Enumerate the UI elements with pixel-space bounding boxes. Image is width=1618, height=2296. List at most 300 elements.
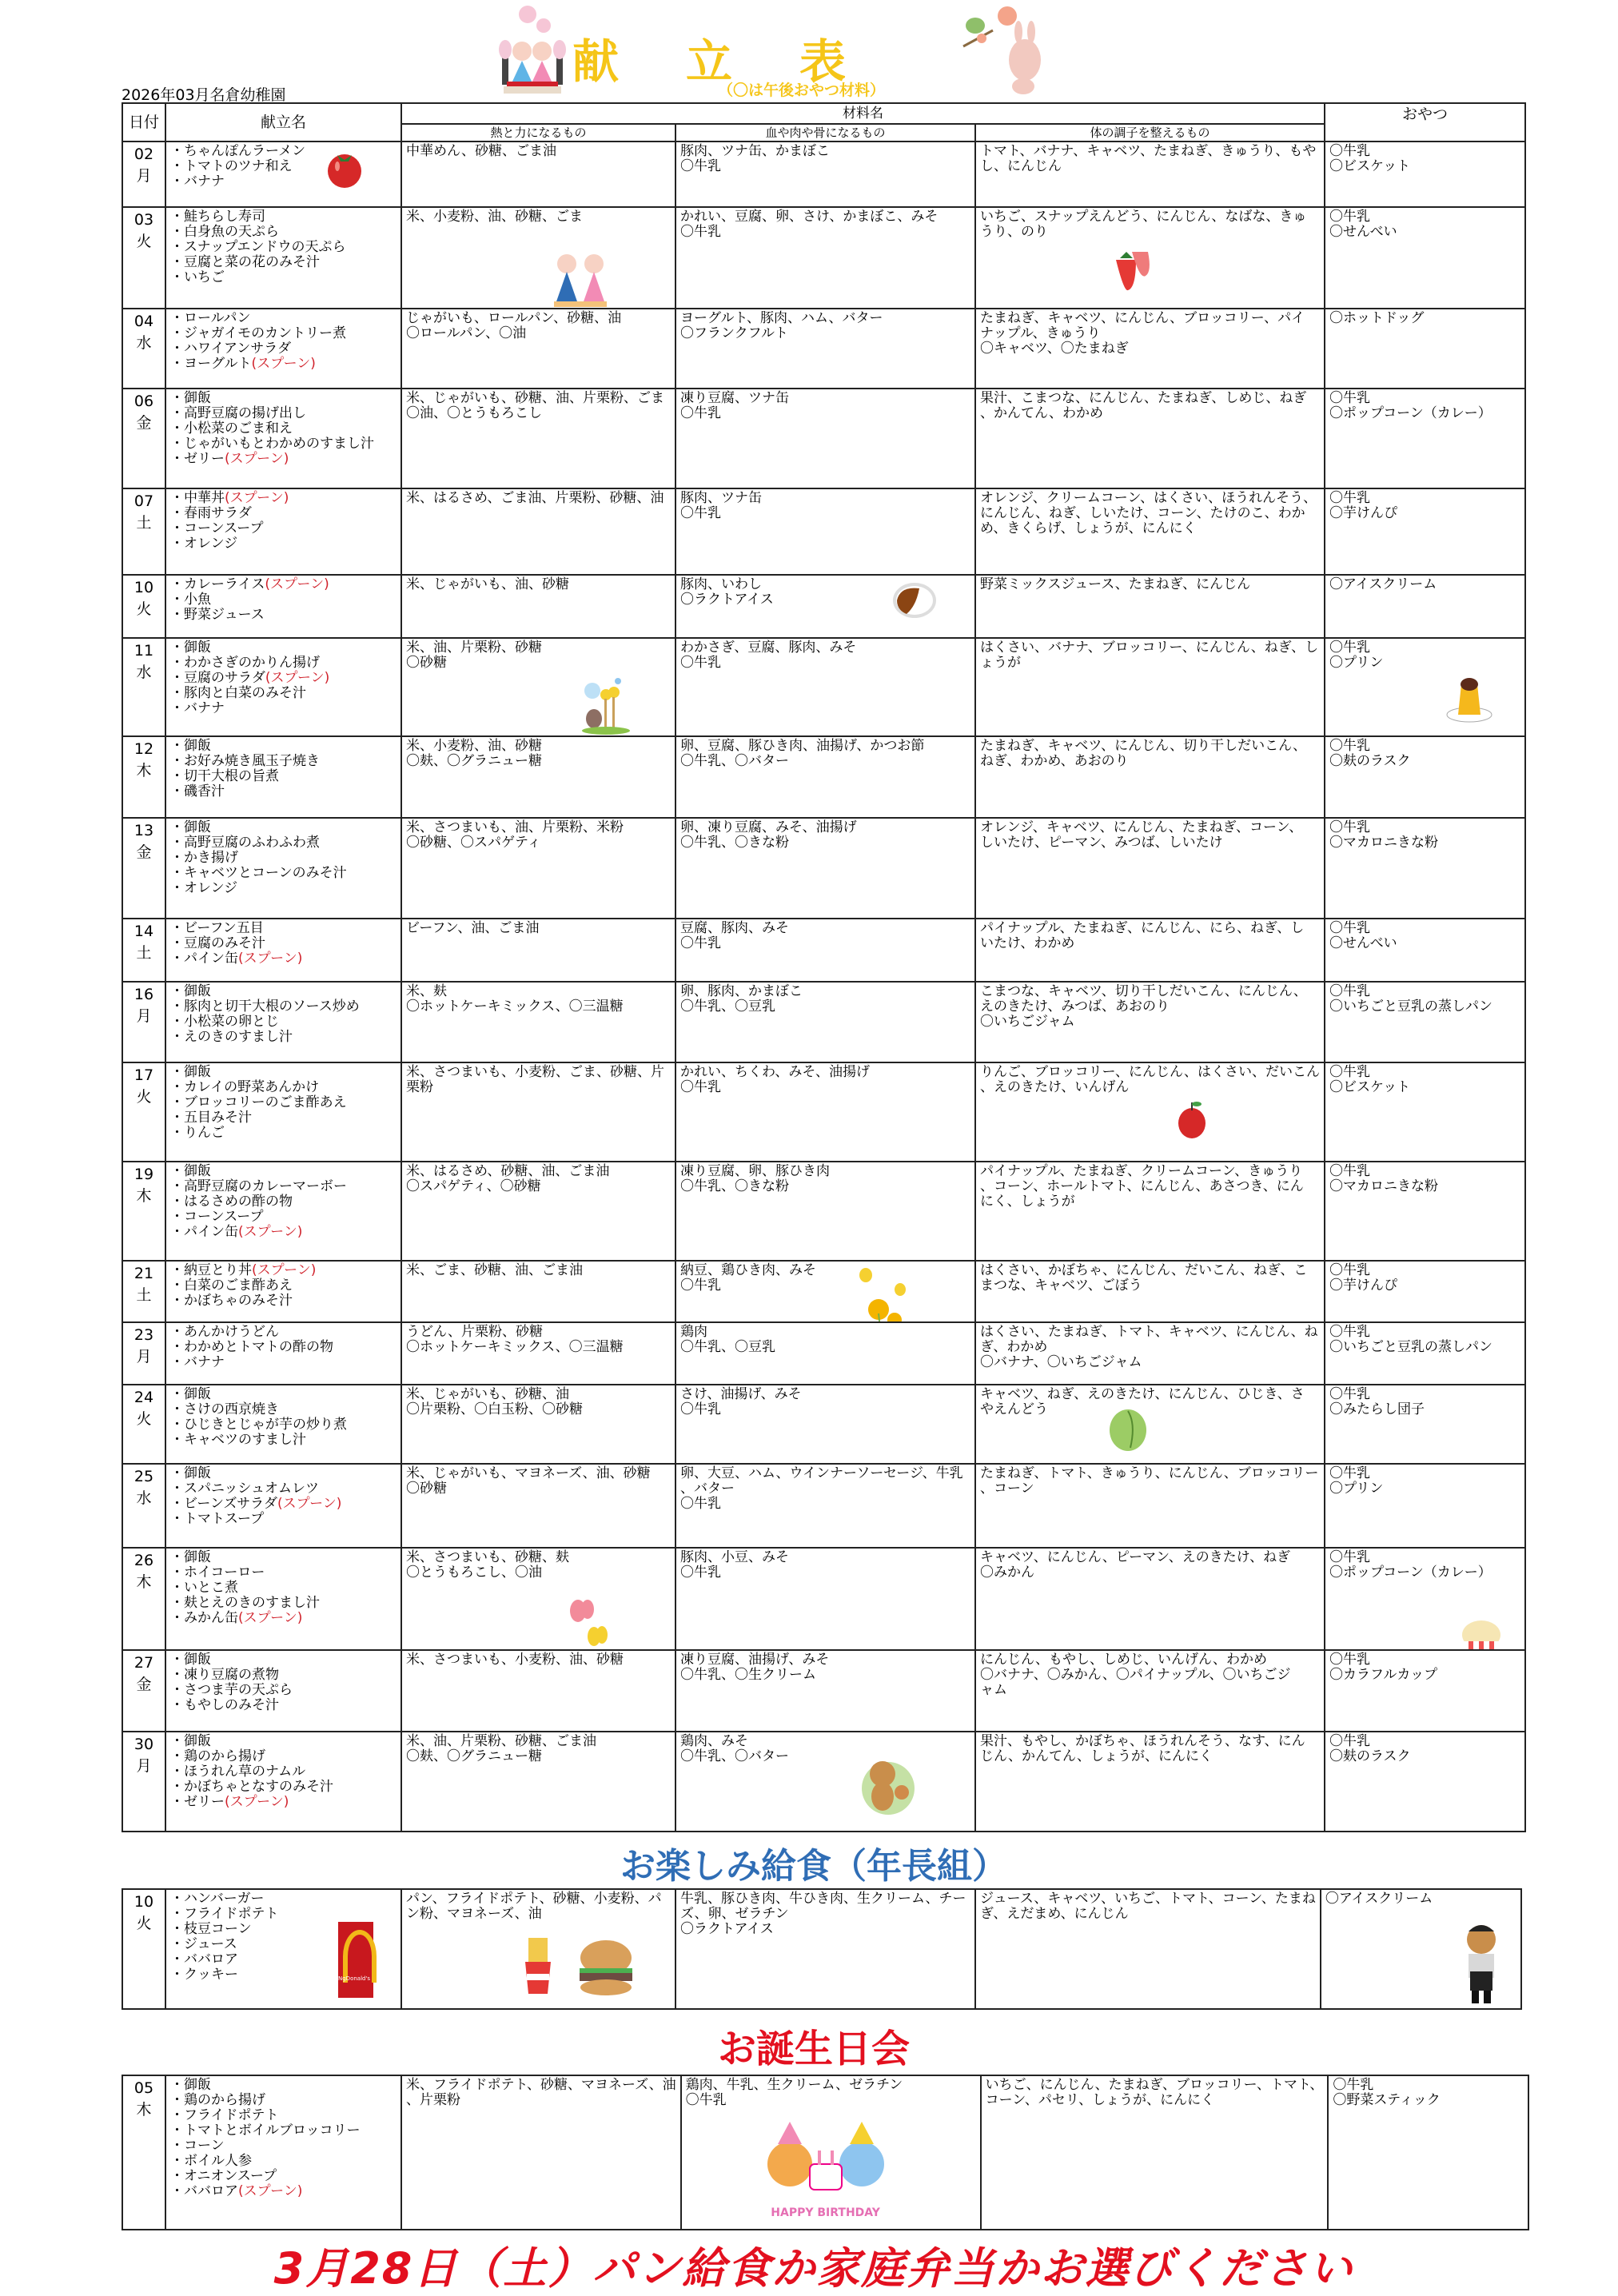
snack-cell	[1325, 1261, 1525, 1322]
table-row	[122, 982, 1525, 1062]
text-line: 米、さつまいも、油、片栗粉、米粉	[406, 819, 624, 835]
energy-cell	[401, 309, 675, 389]
table-row	[122, 919, 1525, 982]
birthday-table	[122, 2075, 1529, 2230]
text-line: 〇バナナ、〇みかん、〇パイナップル、〇いちごジ	[980, 1667, 1291, 1683]
menu-item: ・ひじきとじゃが芋の炒り煮	[170, 1417, 347, 1433]
menu-item: ・豆腐のみそ汁	[170, 935, 265, 951]
menu-item: ・御飯	[170, 738, 211, 754]
table-row	[122, 1322, 1525, 1385]
text-line: はくさい、かぼちゃ、にんじん、だいこん、ねぎ、こ	[980, 1262, 1308, 1278]
snack-cell	[1325, 389, 1525, 488]
snack-cell	[1325, 1732, 1525, 1832]
snack-cell	[1325, 638, 1525, 736]
snack-cell	[1325, 982, 1525, 1062]
menu-item: ・さつま芋の天ぷら	[170, 1682, 293, 1698]
table-row	[122, 1650, 1525, 1732]
body-cell	[675, 1261, 975, 1322]
text-line: 豚肉、小豆、みそ	[680, 1549, 789, 1565]
text-line: 月	[136, 1757, 152, 1775]
text-line: 06	[134, 393, 154, 410]
spoon-note: (スプーン)	[238, 1224, 303, 1240]
energy-cell	[401, 389, 675, 488]
text-line: いちご、スナップえんどう、にんじん、なばな、きゅ	[980, 209, 1307, 225]
condition-cell	[975, 1062, 1325, 1162]
text-line: 米、さつまいも、小麦粉、ごま、砂糖、片	[406, 1064, 664, 1080]
text-line: 土	[136, 514, 152, 532]
text-line: 〇バナナ、〇いちごジャム	[980, 1354, 1142, 1370]
text-line: 〇せんべい	[1329, 224, 1397, 240]
text-line: ぎ、わかめ	[980, 1339, 1048, 1355]
text-line: 〇牛乳	[1329, 920, 1370, 936]
menu-cell	[165, 736, 401, 818]
text-line: ジュース、キャベツ、いちご、トマト、コーン、たまね	[980, 1891, 1316, 1907]
menu-item: ・ブロッコリーのごま酢あえ	[170, 1094, 347, 1110]
text-line: 〇牛乳、〇バター	[680, 753, 789, 769]
spoon-note: (スプーン)	[265, 670, 330, 686]
text-line: 21	[134, 1265, 154, 1282]
menu-item: ・御飯	[170, 640, 211, 656]
text-line: うどん、片栗粉、砂糖	[406, 1324, 544, 1340]
text-line: 果汁、こまつな、にんじん、たまねぎ、しめじ、ねぎ	[980, 390, 1307, 406]
menu-item: ・ヨーグルト(スプーン)	[170, 356, 316, 372]
text-line: こまつな、キャベツ、切り干しだいこん、にんじん、	[980, 983, 1307, 999]
menu-item: ・高野豆腐のふわふわ煮	[170, 835, 320, 851]
menu-item: ・あんかけうどん	[170, 1324, 279, 1340]
menu-item: ・ボイル人参	[170, 2153, 252, 2169]
body-cell	[675, 919, 975, 982]
text-line: 、コーン、ホールトマト、にんじん、あさつき、にん	[980, 1178, 1304, 1194]
menu-item: ・ジャガイモのカントリー煮	[170, 325, 347, 341]
menu-cell	[165, 575, 401, 638]
text-line: 木	[136, 762, 152, 779]
text-line: 11	[134, 642, 154, 660]
text-line: 〇キャベツ、〇たまねぎ	[980, 341, 1129, 357]
text-line: えのきたけ、みつば、あおのり	[980, 999, 1170, 1014]
table-row	[122, 1261, 1525, 1322]
menu-item: ・コーン	[170, 2138, 225, 2154]
table-row	[122, 1385, 1525, 1464]
condition-cell	[975, 1732, 1325, 1832]
text-line: 水	[136, 1489, 152, 1507]
menu-item: ・白菜のごま酢あえ	[170, 1278, 293, 1293]
condition-cell	[975, 982, 1325, 1062]
menu-cell	[165, 1889, 401, 2009]
text-line: 〇麸のラスク	[1329, 753, 1411, 769]
school-label: 2026年03月名倉幼稚園	[122, 86, 286, 104]
menu-table-body	[122, 142, 1525, 1832]
text-line: 〇牛乳	[1329, 983, 1370, 999]
text-line: 米、油、片栗粉、砂糖、ごま油	[406, 1733, 596, 1749]
text-line: オレンジ、キャベツ、にんじん、たまねぎ、コーン、	[980, 819, 1303, 835]
menu-item: ・かぼちゃとなすのみそ汁	[170, 1779, 333, 1795]
text-line: 〇ビスケット	[1329, 158, 1411, 174]
text-line: 米、じゃがいも、砂糖、油	[406, 1386, 569, 1402]
text-line: 米、麸	[406, 983, 447, 999]
illustration	[568, 1596, 608, 1650]
menu-item: ・お好み焼き風玉子焼き	[170, 753, 320, 769]
menu-item: ・豆腐のサラダ(スプーン)	[170, 670, 330, 686]
menu-item: ・バナナ	[170, 173, 225, 189]
energy-cell	[401, 919, 675, 982]
text-line: 木	[136, 1573, 152, 1591]
snack-cell	[1325, 919, 1525, 982]
text-line: 〇ポップコーン（カレー）	[1329, 1565, 1492, 1580]
date-cell	[122, 575, 165, 638]
text-line: 豚肉、ツナ缶	[680, 490, 762, 506]
text-line: 月	[136, 1007, 152, 1025]
text-line: 〇牛乳、〇豆乳	[680, 1339, 775, 1355]
text-line: 〇ホットケーキミックス、〇三温糖	[406, 999, 624, 1014]
header-body: 血や肉や骨になるもの	[675, 124, 975, 142]
menu-item: ・ハワイアンサラダ	[170, 341, 292, 357]
menu-item: ・御飯	[170, 1733, 211, 1749]
energy-cell	[401, 1889, 675, 2009]
condition-cell	[975, 1162, 1325, 1261]
text-line: 14	[134, 923, 154, 940]
table-row	[122, 207, 1525, 309]
text-line: 03	[134, 211, 154, 229]
body-cell	[675, 488, 975, 575]
text-line: 〇ラクトアイス	[680, 1921, 774, 1937]
text-line: 月	[136, 167, 152, 185]
text-line: ヨーグルト、豚肉、ハム、バター	[680, 310, 883, 326]
text-line: 〇麸のラスク	[1329, 1748, 1411, 1764]
condition-cell	[975, 575, 1325, 638]
menu-item: ・クッキー	[170, 1967, 238, 1983]
text-line: 24	[134, 1389, 154, 1406]
menu-item: ・ちゃんぽんラーメン	[170, 143, 306, 159]
menu-item: ・ビーフン五目	[170, 920, 264, 936]
menu-cell	[165, 982, 401, 1062]
snack-cell	[1321, 1889, 1521, 2009]
menu-item: ・鶏のから揚げ	[170, 1748, 265, 1764]
text-line: 〇砂糖、〇スパゲティ	[406, 835, 541, 851]
menu-item: ・磯香汁	[170, 783, 225, 799]
menu-item: ・枝豆コーン	[170, 1921, 252, 1937]
energy-cell	[401, 1261, 675, 1322]
condition-cell	[975, 389, 1325, 488]
text-line: うり、のり	[980, 224, 1048, 240]
spoon-note: (スプーン)	[225, 490, 289, 506]
energy-cell	[401, 1322, 675, 1385]
body-cell	[675, 1322, 975, 1385]
body-cell	[681, 2075, 981, 2230]
energy-cell	[401, 1548, 675, 1650]
text-line: ビーフン、油、ごま油	[406, 920, 540, 936]
strawberry-icon	[1112, 244, 1152, 292]
body-cell	[675, 575, 975, 638]
menu-cell	[165, 1650, 401, 1732]
illustration	[1445, 675, 1493, 727]
text-line: 〇ホットドッグ	[1329, 310, 1425, 326]
menu-item: ・ほうれん草のナムル	[170, 1764, 306, 1780]
header-date: 日付	[122, 103, 165, 142]
snack-cell	[1325, 818, 1525, 919]
menu-item: ・御飯	[170, 390, 211, 406]
text-line: 16	[134, 986, 154, 1003]
menu-cell	[165, 309, 401, 389]
menu-item: ・ビーンズサラダ(スプーン)	[170, 1496, 342, 1512]
table-row	[122, 638, 1525, 736]
header-snack: おやつ	[1325, 103, 1525, 142]
snack-cell	[1325, 1464, 1525, 1548]
snack-cell	[1325, 1548, 1525, 1650]
illustration	[1112, 244, 1152, 296]
table-row	[122, 1464, 1525, 1548]
condition-cell	[975, 1261, 1325, 1322]
text-line: 〇麸、〇グラニュー糖	[406, 1748, 542, 1764]
body-cell	[675, 309, 975, 389]
body-cell	[675, 142, 975, 207]
menu-item: ・オレンジ	[170, 536, 238, 552]
condition-cell	[975, 207, 1325, 309]
text-line: 米、さつまいも、小麦粉、油、砂糖	[406, 1652, 624, 1668]
menu-item: ・フライドポテト	[170, 2107, 279, 2123]
text-line: 〇マカロニきな粉	[1329, 835, 1438, 851]
spoon-note: (スプーン)	[265, 576, 329, 592]
condition-cell	[975, 638, 1325, 736]
text-line: 〇牛乳	[1329, 209, 1370, 225]
condition-cell	[975, 818, 1325, 919]
date-cell	[122, 488, 165, 575]
menu-item: ・トマトのツナ和え	[170, 158, 293, 174]
header-condition: 体の調子を整えるもの	[975, 124, 1325, 142]
body-cell	[675, 207, 975, 309]
text-line: 〇みたらし団子	[1329, 1401, 1425, 1417]
text-line: 牛乳、豚ひき肉、牛ひき肉、生クリーム、チー	[680, 1891, 966, 1907]
body-cell	[675, 1889, 975, 2009]
menu-item: ・中華丼(スプーン)	[170, 490, 289, 506]
text-line: じん、かんてん、しょうが、にんにく	[980, 1748, 1214, 1764]
text-line: 〇ロールパン、〇油	[406, 325, 527, 341]
text-line: 27	[134, 1654, 154, 1672]
text-line: 、えのきたけ、いんげん	[980, 1079, 1130, 1095]
table-row	[122, 1162, 1525, 1261]
mole-flower-icon	[578, 675, 634, 735]
text-line: 金	[136, 843, 152, 861]
spoon-note: (スプーン)	[277, 1496, 342, 1512]
text-line: 、かんてん、わかめ	[980, 405, 1104, 421]
text-line: たまねぎ、キャベツ、にんじん、ブロッコリー、パイ	[980, 310, 1305, 326]
date-cell	[122, 1385, 165, 1464]
date-cell	[122, 638, 165, 736]
apple-icon	[1176, 1099, 1208, 1139]
text-line: 〇牛乳	[680, 505, 721, 521]
text-line: 納豆、鶏ひき肉、みそ	[680, 1262, 816, 1278]
date-cell	[122, 818, 165, 919]
table-row	[122, 1732, 1525, 1832]
text-line: 火	[136, 1088, 152, 1106]
condition-cell	[975, 142, 1325, 207]
condition-cell	[975, 1464, 1325, 1548]
menu-item: ・白身魚の天ぷら	[170, 224, 279, 240]
text-line: しいたけ、ピーマン、みつば、しいたけ	[980, 835, 1223, 851]
text-line: 〇プリン	[1329, 655, 1384, 671]
text-line: 〇牛乳	[1329, 490, 1370, 506]
text-line: いちご、にんじん、たまねぎ、ブロッコリー、トマト、	[985, 2077, 1324, 2093]
menu-item: ・春雨サラダ	[170, 505, 252, 521]
burger-logo-icon: NgDonald's	[338, 1922, 373, 1998]
text-line: 米、さつまいも、砂糖、麸	[406, 1549, 569, 1565]
menu-cell	[165, 919, 401, 982]
text-line: にく、しょうが	[980, 1194, 1075, 1210]
text-line: 〇牛乳	[680, 405, 721, 421]
hina-dolls-icon	[552, 244, 608, 308]
text-line: ズ、卵、ゼラチン	[680, 1906, 789, 1922]
menu-item: ・はるさめの酢の物	[170, 1194, 293, 1210]
menu-item: ・いちご	[170, 269, 225, 285]
text-line: 〇牛乳	[1333, 2077, 1374, 2093]
text-line: 中華めん、砂糖、ごま油	[406, 143, 557, 159]
menu-item: ・キャベツとコーンのみそ汁	[170, 865, 347, 881]
body-cell	[675, 1732, 975, 1832]
text-line: 〇ポップコーン（カレー）	[1329, 405, 1492, 421]
text-line: ぎ、えだまめ、にんじん	[980, 1906, 1129, 1922]
text-line: 〇フランクフルト	[680, 325, 788, 341]
menu-item: ・御飯	[170, 819, 211, 835]
text-line: 〇牛乳	[680, 1079, 721, 1095]
pudding-icon	[1445, 675, 1493, 723]
text-line: たまねぎ、トマト、きゅうり、にんじん、ブロッコリー	[980, 1465, 1319, 1481]
butterflies-icon	[568, 1596, 608, 1650]
menu-item: ・五目みそ汁	[170, 1110, 252, 1126]
menu-item: ・スナップエンドウの天ぷら	[170, 239, 346, 255]
menu-item: ・御飯	[170, 1549, 211, 1565]
menu-item: ・御飯	[170, 1386, 211, 1402]
illustration	[552, 244, 608, 309]
energy-cell	[401, 575, 675, 638]
text-line: キャベツ、にんじん、ピーマン、えのきたけ、ねぎ	[980, 1549, 1291, 1565]
text-line: 米、はるさめ、ごま油、片栗粉、砂糖、油	[406, 490, 664, 506]
text-line: 〇片栗粉、〇白玉粉、〇砂糖	[406, 1401, 583, 1417]
text-line: にんじん、ねぎ、しいたけ、コーン、たけのこ、わか	[980, 505, 1305, 521]
text-line: 〇牛乳	[1329, 640, 1370, 656]
text-line: 〇芋けんぴ	[1329, 1278, 1397, 1293]
snack-cell	[1325, 488, 1525, 575]
text-line: 〇牛乳	[1329, 1465, 1370, 1481]
date-cell	[122, 1162, 165, 1261]
text-line: 〇牛乳、〇きな粉	[680, 1178, 789, 1194]
text-line: 卵、豚肉、かまぼこ	[680, 983, 803, 999]
illustration	[1457, 1596, 1505, 1650]
snack-cell	[1325, 1650, 1525, 1732]
text-line: 〇ビスケット	[1329, 1079, 1411, 1095]
text-line: 月	[136, 1348, 152, 1365]
text-line: 23	[134, 1326, 154, 1344]
menu-cell	[165, 207, 401, 309]
menu-item: ・さけの西京焼き	[170, 1401, 279, 1417]
menu-item: ・高野豆腐のカレーマーボー	[170, 1178, 347, 1194]
menu-item: ・かき揚げ	[170, 850, 238, 866]
table-row	[122, 1889, 1521, 2009]
header-energy: 熱と力になるもの	[401, 124, 675, 142]
text-line: 〇プリン	[1329, 1481, 1384, 1497]
menu-item: ・もやしのみそ汁	[170, 1697, 279, 1713]
text-line: 〇アイスクリーム	[1329, 576, 1437, 592]
menu-item: ・コーンスープ	[170, 520, 264, 536]
menu-item: ・御飯	[170, 2077, 211, 2093]
text-line: 30	[134, 1736, 154, 1753]
text-line: ン粉、マヨネーズ、油	[406, 1906, 542, 1922]
menu-cell	[165, 142, 401, 207]
energy-cell	[401, 1062, 675, 1162]
text-line: 〇砂糖	[406, 655, 447, 671]
text-line: 〇牛乳	[1329, 143, 1370, 159]
menu-item: ・ババロア	[170, 1951, 238, 1967]
snack-cell	[1325, 309, 1525, 389]
text-line: はくさい、たまねぎ、トマト、キャベツ、にんじん、ね	[980, 1324, 1318, 1340]
text-line: 米、じゃがいも、砂糖、油、片栗粉、ごま	[406, 390, 664, 406]
menu-item: ・切干大根の旨煮	[170, 768, 279, 784]
date-cell	[122, 1062, 165, 1162]
body-cell	[675, 1548, 975, 1650]
text-line: 豚肉、いわし	[680, 576, 762, 592]
text-line: 土	[136, 1286, 152, 1304]
menu-item: ・野菜ジュース	[170, 607, 265, 623]
text-line: 〇牛乳	[680, 655, 721, 671]
text-line: ねぎ、わかめ、あおのり	[980, 753, 1129, 769]
text-line: 凍り豆腐、油揚げ、みそ	[680, 1652, 830, 1668]
menu-item: ・ハンバーガー	[170, 1891, 265, 1907]
text-line: 〇いちごと豆乳の蒸しパン	[1329, 999, 1492, 1014]
spoon-note: (スプーン)	[238, 951, 303, 967]
text-line: 〇牛乳、〇きな粉	[680, 835, 789, 851]
menu-cell	[165, 389, 401, 488]
menu-item: ・オレンジ	[170, 880, 238, 896]
text-line: 〇牛乳	[1329, 1733, 1370, 1749]
text-line: 、バター	[680, 1481, 735, 1497]
condition-cell	[975, 488, 1325, 575]
text-line: はくさい、バナナ、ブロッコリー、にんじん、ねぎ、し	[980, 640, 1319, 656]
energy-cell	[401, 142, 675, 207]
snack-cell	[1325, 207, 1525, 309]
menu-item: ・えのきのすまし汁	[170, 1029, 293, 1045]
text-line: 鶏肉、みそ	[680, 1733, 748, 1749]
text-line: 水	[136, 334, 152, 352]
text-line: 卵、豆腐、豚ひき肉、油揚げ、かつお節	[680, 738, 925, 754]
text-line: りんご、ブロッコリー、にんじん、はくさい、だいこん	[980, 1064, 1320, 1080]
table-row	[122, 1062, 1525, 1162]
menu-item: ・豚肉と切干大根のソース炒め	[170, 999, 360, 1014]
menu-item: ・じゃがいもとわかめのすまし汁	[170, 436, 374, 452]
text-line: 金	[136, 414, 152, 432]
text-line: 19	[134, 1166, 154, 1183]
text-line: さけ、油揚げ、みそ	[680, 1386, 802, 1402]
body-cell	[675, 982, 975, 1062]
energy-cell	[401, 1385, 675, 1464]
text-line: 〇牛乳	[1329, 738, 1370, 754]
menu-cell	[165, 1162, 401, 1261]
popcorn-icon	[1457, 1596, 1505, 1650]
menu-item: ・キャベツのすまし汁	[170, 1432, 306, 1448]
menu-item: ・凍り豆腐の煮物	[170, 1667, 279, 1683]
special-lunch-title: お楽しみ給食（年長組）	[620, 1846, 1007, 1887]
date-cell	[122, 736, 165, 818]
menu-item: ・ロールパン	[170, 310, 251, 326]
text-line: 火	[136, 600, 152, 618]
text-line: 凍り豆腐、ツナ缶	[680, 390, 789, 406]
menu-item: ・みかん缶(スプーン)	[170, 1610, 303, 1626]
text-line: 鶏肉	[680, 1324, 707, 1340]
text-line: 04	[134, 313, 154, 330]
text-line: パイナップル、たまねぎ、クリームコーン、きゅうり	[980, 1163, 1303, 1179]
text-line: かれい、豆腐、卵、さけ、かまぼこ、みそ	[680, 209, 939, 225]
title-char-1: 献	[572, 34, 620, 89]
hina-dolls-illustration	[496, 3, 568, 95]
menu-item: ・トマトとボイルブロッコリー	[170, 2123, 361, 2139]
condition-cell	[981, 2075, 1329, 2230]
